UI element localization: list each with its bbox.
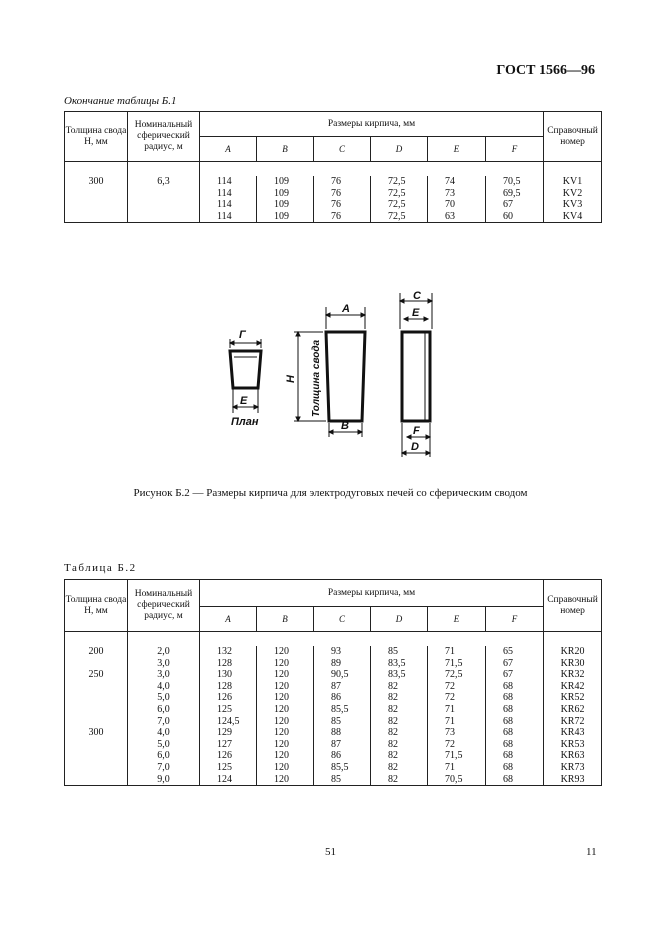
cell-value: 68 <box>503 692 513 704</box>
cell-value: 68 <box>503 761 513 773</box>
cell-value: 71 <box>445 703 455 715</box>
cell-value: 129 <box>217 727 232 739</box>
cell-value: KR32 <box>560 669 585 681</box>
cell-value: 120 <box>274 761 289 773</box>
cell-value: 82 <box>388 703 398 715</box>
label-h: H <box>285 375 297 383</box>
cell-value: 68 <box>503 715 513 727</box>
cell-value: 73 <box>445 727 455 739</box>
thickness-value: 300 <box>88 176 104 187</box>
cell-value: 87 <box>331 680 341 692</box>
cell-value: 114 <box>217 176 232 187</box>
cell-value: 70,5 <box>445 773 463 785</box>
cell-value: KV2 <box>562 187 583 199</box>
cell-value: 65 <box>503 646 513 657</box>
table-row <box>65 727 602 785</box>
table-b1-caption: Окончание таблицы Б.1 <box>64 95 177 107</box>
cell-value: 68 <box>503 703 513 715</box>
cell-value: 76 <box>331 210 341 222</box>
header-thickness: Толщина свода H, мм <box>65 112 128 162</box>
cell-value: 120 <box>274 750 289 762</box>
header-ref: Справочный номер <box>544 112 602 162</box>
table-b2-caption: Таблица Б.2 <box>64 562 137 574</box>
cell-value: KR52 <box>560 692 585 704</box>
thickness-value: 300 <box>88 727 104 739</box>
cell-value: 4,0 <box>157 680 170 692</box>
thickness-value: 250 <box>88 669 104 681</box>
cell-value: 120 <box>274 727 289 739</box>
header-col-e: E <box>428 137 486 162</box>
header-thickness: Толщина свода H, мм <box>65 580 128 632</box>
cell-value: 68 <box>503 727 513 739</box>
cell-value: 128 <box>217 657 232 669</box>
cell-value: 109 <box>274 187 289 199</box>
cell-value: 82 <box>388 750 398 762</box>
cell-value: 93 <box>331 646 341 657</box>
cell-value: 125 <box>217 703 232 715</box>
cell-value: KR72 <box>560 715 585 727</box>
cell-value: 120 <box>274 669 289 681</box>
label-a: A <box>342 303 350 315</box>
cell-value: KR42 <box>560 680 585 692</box>
cell-value: 72,5 <box>388 187 406 199</box>
cell-value: 72,5 <box>445 669 463 681</box>
cell-value: 124 <box>217 773 232 785</box>
thickness-value: 200 <box>88 646 104 657</box>
cell-value: 69,5 <box>503 187 521 199</box>
cell-value: 85 <box>331 773 341 785</box>
cell-value: 3,0 <box>157 669 170 681</box>
cell-value: 82 <box>388 715 398 727</box>
cell-value: 120 <box>274 657 289 669</box>
cell-value: 74 <box>445 176 455 187</box>
table-b2-body <box>65 632 602 786</box>
standard-number: ГОСТ 1566—96 <box>496 63 595 78</box>
cell-value: 71,5 <box>445 657 463 669</box>
header-radius: Номинальный сферический радиус, м <box>128 580 200 632</box>
header-col-b: B <box>257 607 314 632</box>
brick-plan-view <box>230 329 261 428</box>
cell-value: 114 <box>217 210 232 222</box>
header-col-a: A <box>200 607 257 632</box>
brick-front-view <box>285 303 365 437</box>
cell-value: 3,0 <box>157 657 170 669</box>
cell-value: 67 <box>503 657 513 669</box>
cell-value: 109 <box>274 199 289 211</box>
cell-value: 68 <box>503 738 513 750</box>
header-col-c: C <box>314 607 371 632</box>
cell-value: 88 <box>331 727 341 739</box>
cell-value: 85 <box>388 646 398 657</box>
cell-value: 83,5 <box>388 657 406 669</box>
cell-value: KR20 <box>560 646 585 657</box>
cell-value: 72 <box>445 692 455 704</box>
label-e-side: E <box>412 307 420 319</box>
table-b1 <box>64 111 602 223</box>
cell-value: 130 <box>217 669 232 681</box>
cell-value: 85 <box>331 715 341 727</box>
cell-value: 132 <box>217 646 232 657</box>
label-d: D <box>411 441 419 453</box>
label-c: C <box>413 291 421 302</box>
cell-value: 72,5 <box>388 176 406 187</box>
cell-value: 82 <box>388 738 398 750</box>
cell-value: 76 <box>331 187 341 199</box>
cell-value: KV1 <box>562 176 583 187</box>
cell-value: KR53 <box>560 738 585 750</box>
header-col-d: D <box>371 607 428 632</box>
header-col-e: E <box>428 607 486 632</box>
header-col-a: A <box>200 137 257 162</box>
table-row <box>65 646 602 669</box>
header-dims: Размеры кирпича, мм <box>200 112 544 137</box>
cell-value: KR73 <box>560 761 585 773</box>
cell-value: 72 <box>445 680 455 692</box>
header-col-f: F <box>486 137 544 162</box>
cell-value: 114 <box>217 187 232 199</box>
cell-value: KR62 <box>560 703 585 715</box>
cell-value: 120 <box>274 703 289 715</box>
cell-value: 72,5 <box>388 199 406 211</box>
header-col-d: D <box>371 137 428 162</box>
cell-value: 85,5 <box>331 703 349 715</box>
cell-value: KR63 <box>560 750 585 762</box>
cell-value: 86 <box>331 750 341 762</box>
cell-value: 120 <box>274 692 289 704</box>
cell-value: 109 <box>274 210 289 222</box>
cell-value: 5,0 <box>157 738 170 750</box>
cell-value: 128 <box>217 680 232 692</box>
label-e-plan: E <box>240 395 248 407</box>
figure-caption: Рисунок Б.2 — Размеры кирпича для электродуговых печей со сферическим сводом <box>133 487 528 499</box>
cell-value: 127 <box>217 738 232 750</box>
header-ref: Справочный номер <box>544 580 602 632</box>
cell-value: 71 <box>445 761 455 773</box>
cell-value: 70 <box>445 199 455 211</box>
label-vault-thickness: Толщина свода <box>311 339 322 417</box>
cell-value: KV4 <box>562 210 583 222</box>
cell-value: 68 <box>503 773 513 785</box>
cell-value: 63 <box>445 210 455 222</box>
cell-value: 120 <box>274 715 289 727</box>
cell-value: KR30 <box>560 657 585 669</box>
cell-value: 87 <box>331 738 341 750</box>
cell-value: 71,5 <box>445 750 463 762</box>
cell-value: 82 <box>388 680 398 692</box>
cell-value: 2,0 <box>157 646 170 657</box>
cell-value: 89 <box>331 657 341 669</box>
cell-value: 76 <box>331 199 341 211</box>
cell-value: KV3 <box>562 199 583 211</box>
cell-value: 83,5 <box>388 669 406 681</box>
cell-value: 7,0 <box>157 715 170 727</box>
header-col-c: C <box>314 137 371 162</box>
cell-value: 68 <box>503 680 513 692</box>
cell-value: 90,5 <box>331 669 349 681</box>
radius-value: 6,3 <box>157 176 170 187</box>
cell-value: 6,0 <box>157 750 170 762</box>
cell-value: 125 <box>217 761 232 773</box>
table-row <box>65 176 602 223</box>
cell-value: 85,5 <box>331 761 349 773</box>
header-col-f: F <box>486 607 544 632</box>
cell-value: 126 <box>217 692 232 704</box>
cell-value: 71 <box>445 646 455 657</box>
cell-value: 86 <box>331 692 341 704</box>
cell-value: 114 <box>217 199 232 211</box>
sheet-number: 11 <box>586 846 597 858</box>
page-number: 51 <box>325 846 336 858</box>
cell-value: 120 <box>274 738 289 750</box>
cell-value: 71 <box>445 715 455 727</box>
cell-value: 120 <box>274 773 289 785</box>
label-plan: План <box>231 416 259 428</box>
cell-value: 72,5 <box>388 210 406 222</box>
cell-value: 82 <box>388 727 398 739</box>
header-radius: Номинальный сферический радиус, м <box>128 112 200 162</box>
cell-value: 109 <box>274 176 289 187</box>
cell-value: 126 <box>217 750 232 762</box>
cell-value: 82 <box>388 692 398 704</box>
cell-value: 5,0 <box>157 692 170 704</box>
cell-value: 82 <box>388 761 398 773</box>
cell-value: 6,0 <box>157 703 170 715</box>
cell-value: 9,0 <box>157 773 170 785</box>
cell-value: 4,0 <box>157 727 170 739</box>
cell-value: 68 <box>503 750 513 762</box>
cell-value: 7,0 <box>157 761 170 773</box>
brick-dimensions-figure <box>218 291 458 461</box>
cell-value: 60 <box>503 210 513 222</box>
cell-value: 67 <box>503 669 513 681</box>
cell-value: 70,5 <box>503 176 521 187</box>
table-b2 <box>64 579 602 786</box>
brick-side-view <box>400 291 432 457</box>
label-g: Г <box>239 329 246 341</box>
cell-value: 120 <box>274 680 289 692</box>
cell-value: 124,5 <box>217 715 240 727</box>
cell-value: 67 <box>503 199 513 211</box>
label-b: B <box>341 420 349 432</box>
header-col-b: B <box>257 137 314 162</box>
cell-value: 72 <box>445 738 455 750</box>
cell-value: KR43 <box>560 727 585 739</box>
label-f: F <box>413 425 420 437</box>
cell-value: 82 <box>388 773 398 785</box>
table-row <box>65 669 602 727</box>
table-b1-body <box>65 162 602 223</box>
cell-value: 120 <box>274 646 289 657</box>
header-dims: Размеры кирпича, мм <box>200 580 544 607</box>
cell-value: 73 <box>445 187 455 199</box>
cell-value: 76 <box>331 176 341 187</box>
cell-value: KR93 <box>560 773 585 785</box>
